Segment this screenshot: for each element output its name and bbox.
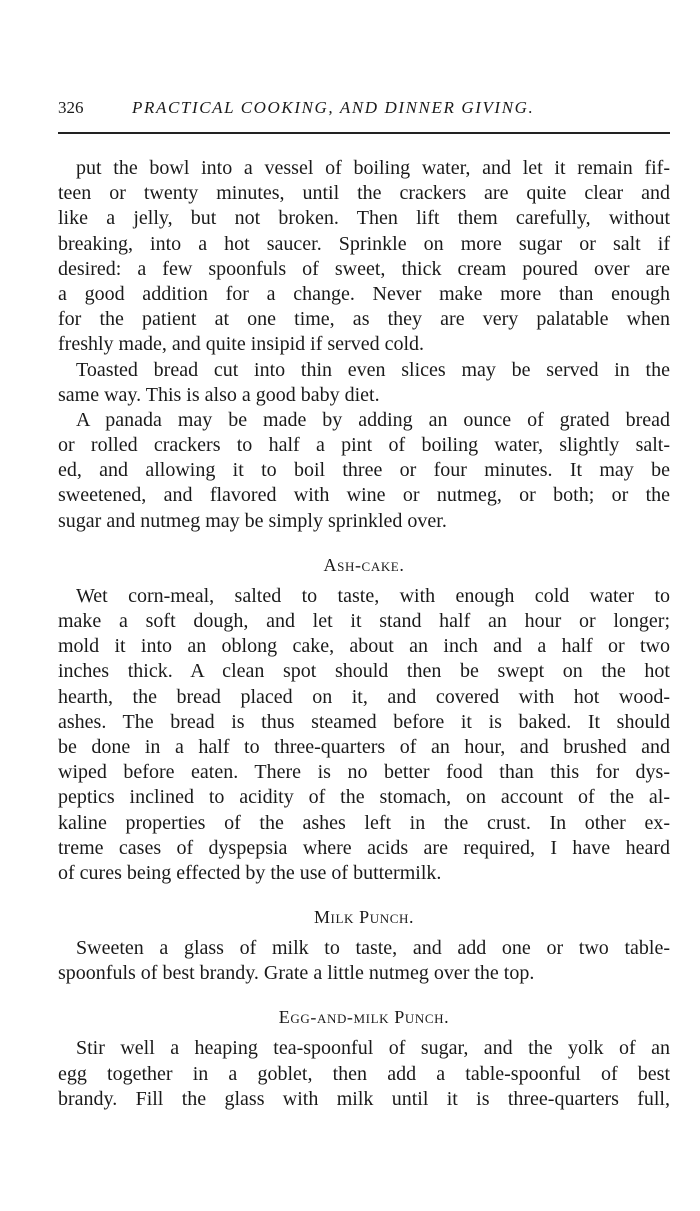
text-line: wiped before eaten. There is no better food than this for dys- — [58, 761, 670, 784]
text-line: egg together in a goblet, then add a table-spoonful of best — [58, 1062, 670, 1085]
page-number: 326 — [58, 98, 84, 117]
text-line: of cures being effected by the use of buttermilk. — [58, 861, 442, 884]
text-line: freshly made, and quite insipid if served cold. — [58, 333, 425, 356]
text-line: brandy. Fill the glass with milk until it is three-quarters full, — [58, 1087, 670, 1110]
text-line: Wet corn-meal, salted to taste, with enough cold water to — [76, 584, 670, 607]
paragraph — [58, 358, 670, 408]
paragraph — [58, 408, 670, 534]
text-line: A panada may be made by adding an ounce of grated bread — [76, 408, 670, 431]
paragraph — [58, 156, 670, 358]
text-line: peptics inclined to acidity of the stomach, on account of the al- — [58, 786, 670, 809]
text-line: hearth, the bread placed on it, and covered with hot wood- — [58, 685, 670, 708]
text-line: spoonfuls of best brandy. Grate a little nutmeg over the top. — [58, 962, 535, 985]
section-heading: Ash-cake. — [323, 554, 405, 575]
text-line: put the bowl into a vessel of boiling water, and let it remain fif- — [76, 157, 670, 179]
text-line: be done in a half to three-quarters of an hour, and brushed and — [58, 735, 670, 758]
text-line: sugar and nutmeg may be simply sprinkled over. — [58, 509, 447, 532]
paragraph — [58, 584, 670, 886]
text-line: like a jelly, but not broken. Then lift them carefully, without — [58, 207, 670, 230]
text-line: Toasted bread cut into thin even slices may be served in the — [76, 358, 670, 381]
text-line: inches thick. A clean spot should then be swept on the hot — [58, 660, 670, 683]
text-line: same way. This is also a good baby diet. — [58, 383, 380, 406]
running-title: PRACTICAL COOKING, AND DINNER GIVING. — [132, 98, 535, 117]
text-line: breaking, into a hot saucer. Sprinkle on more sugar or salt if — [58, 232, 670, 255]
paragraph — [58, 1036, 670, 1112]
text-line: ed, and allowing it to boil three or four minutes. It may be — [58, 459, 670, 482]
section-heading: Milk Punch. — [313, 907, 415, 928]
text-line: or rolled crackers to half a pint of boiling water, slightly salt- — [58, 434, 670, 457]
section-heading: Egg-and-milk Punch. — [278, 1007, 450, 1028]
text-line: Stir well a heaping tea-spoonful of sugar, and the yolk of an — [76, 1037, 670, 1060]
text-line: a good addition for a change. Never make more than enough — [58, 282, 670, 305]
text-line: Sweeten a glass of milk to taste, and add one or two table- — [76, 937, 670, 960]
text-line: for the patient at one time, as they are very palatable when — [58, 308, 670, 331]
text-line: kaline properties of the ashes left in the crust. In other ex- — [58, 811, 670, 834]
text-line: desired: a few spoonfuls of sweet, thick cream poured over are — [58, 257, 670, 280]
paragraph — [58, 936, 670, 986]
text-line: make a soft dough, and let it stand half an hour or longer; — [58, 610, 670, 632]
header-rule — [58, 132, 670, 134]
text-line: treme cases of dyspepsia where acids are required, I have heard — [58, 836, 670, 859]
text-line: sweetened, and flavored with wine or nutmeg, or both; or the — [58, 484, 670, 507]
text-line: mold it into an oblong cake, about an inch and a half or two — [58, 635, 670, 658]
text-line: ashes. The bread is thus steamed before it is baked. It should — [58, 710, 670, 733]
running-header — [58, 98, 670, 124]
text-line: teen or twenty minutes, until the crackers are quite clear and — [58, 182, 670, 205]
page-body — [58, 156, 670, 1112]
